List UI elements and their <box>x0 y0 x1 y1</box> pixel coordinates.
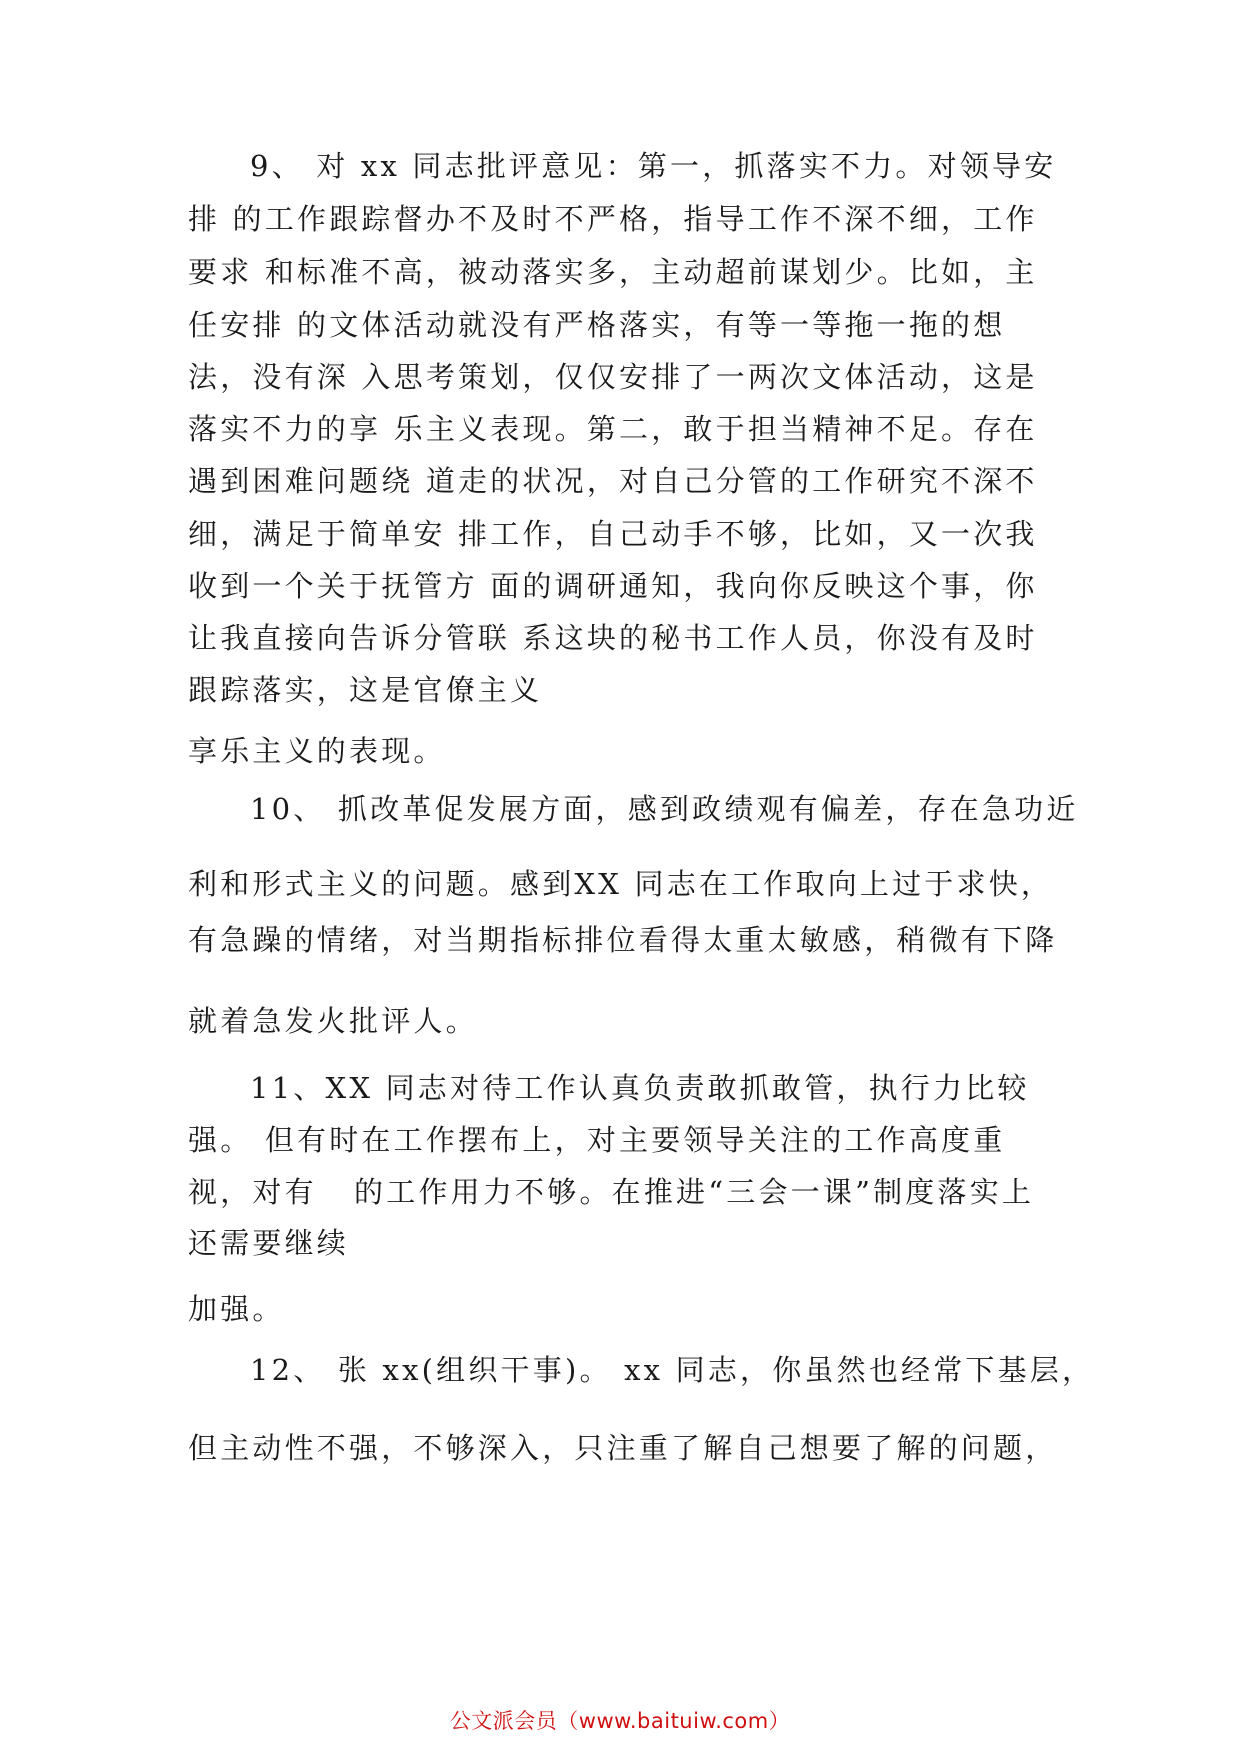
paragraph-11-line-1: 11、XX 同志对待工作认真负责敢抓敢管，执行力比较 <box>250 1071 1030 1105</box>
paragraph-10-line-2: 利和形式主义的问题。感到XX 同志在工作取向上过于求快， <box>188 867 1054 901</box>
paragraph-9-line-3: 要求 和标准不高，被动落实多，主动超前谋划少。比如，主 <box>188 255 1038 289</box>
paragraph-9-line-2: 排 的工作跟踪督办不及时不严格，指导工作不深不细，工作 <box>188 202 1038 236</box>
paragraph-11-line-5: 加强。 <box>188 1292 285 1326</box>
paragraph-12-line-2: 但主动性不强，不够深入，只注重了解自己想要了解的问题， <box>188 1431 1058 1465</box>
footer-watermark: 公文派会员（www.baituiw.com） <box>449 1709 791 1733</box>
paragraph-9-line-9: 收到一个关于抚管方 面的调研通知，我向你反映这个事，你 <box>188 569 1038 603</box>
paragraph-9-line-10: 让我直接向告诉分管联 系这块的秘书工作人员，你没有及时 <box>188 621 1038 655</box>
paragraph-10-line-3: 有急躁的情绪，对当期指标排位看得太重太敏感，稍微有下降 <box>188 923 1058 957</box>
paragraph-11-line-3: 视，对有 的工作用力不够。在推进“三会一课”制度落实上 <box>188 1175 1035 1209</box>
paragraph-9-line-1: 9、 对 xx 同志批评意见：第一，抓落实不力。对领导安 <box>250 149 1057 183</box>
paragraph-9-line-7: 遇到困难问题绕 道走的状况，对自己分管的工作研究不深不 <box>188 464 1038 498</box>
paragraph-11-line-4: 还需要继续 <box>188 1226 350 1260</box>
paragraph-9-line-8: 细，满足于简单安 排工作，自己动手不够，比如，又一次我 <box>188 517 1038 551</box>
paragraph-10-line-1: 10、 抓改革促发展方面，感到政绩观有偏差，存在急功近 <box>250 792 1079 826</box>
paragraph-11-line-2: 强。 但有时在工作摆布上，对主要领导关注的工作高度重 <box>188 1123 1006 1157</box>
paragraph-9-line-11: 跟踪落实，这是官僚主义 <box>188 673 543 707</box>
paragraph-9-line-12: 享乐主义的表现。 <box>188 734 446 768</box>
paragraph-10-line-4: 就着急发火批评人。 <box>188 1004 478 1038</box>
paragraph-9-line-5: 法，没有深 入思考策划，仅仅安排了一两次文体活动，这是 <box>188 360 1038 394</box>
paragraph-12-line-1: 12、 张 xx(组织干事)。 xx 同志，你虽然也经常下基层， <box>250 1353 1095 1387</box>
paragraph-9-line-6: 落实不力的享 乐主义表现。第二，敢于担当精神不足。存在 <box>188 412 1038 446</box>
paragraph-9-line-4: 任安排 的文体活动就没有严格落实，有等一等拖一拖的想 <box>188 308 1006 342</box>
